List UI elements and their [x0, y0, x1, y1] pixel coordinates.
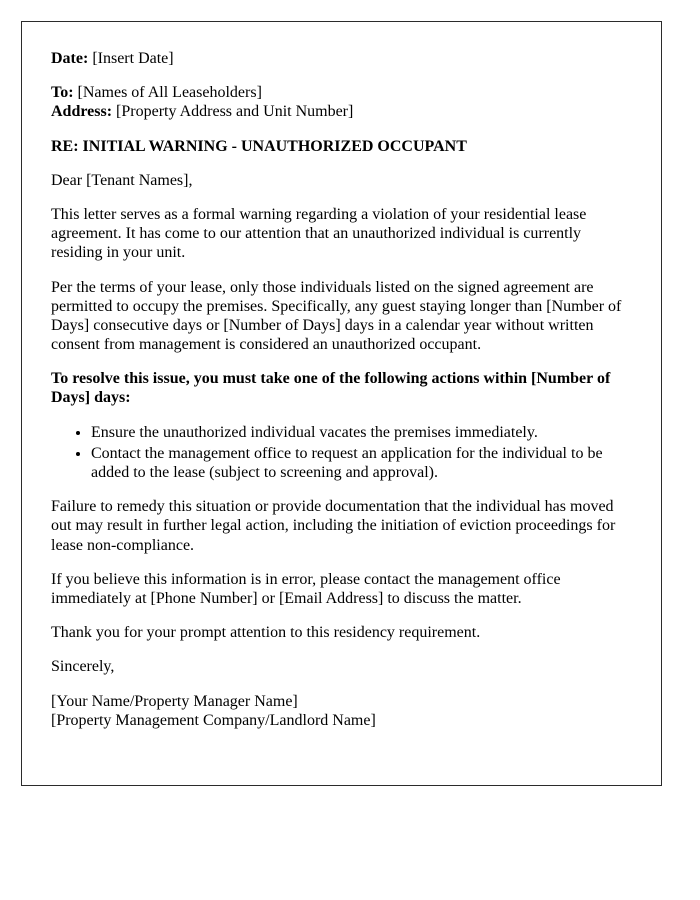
date-value: [Insert Date]	[88, 50, 174, 67]
to-line	[51, 83, 632, 102]
address-label: Address:	[51, 103, 113, 121]
paragraph-error-contact: If you believe this information is in error, please contact the management office immediately at [Phone Number] or [Email Address] to discuss the matter.	[51, 570, 561, 607]
paragraph-intro: This letter serves as a formal warning regarding a violation of your residential lease agreement. It has come to our attention that an unauthorized individual is currently residing in your unit.	[51, 205, 587, 262]
subject-line: RE: INITIAL WARNING - UNAUTHORIZED OCCUPANT	[51, 137, 467, 155]
to-label: To:	[51, 84, 74, 102]
date-line	[51, 49, 632, 68]
paragraph-thanks: Thank you for your prompt attention to this residency requirement.	[51, 624, 481, 642]
closing: Sincerely,	[51, 658, 115, 676]
paragraph-lease-terms: Per the terms of your lease, only those individuals listed on the signed agreement are permitted to occupy the premises. Specifically, any guest staying longer than [Number of Days] consecutive days or [Number of Days] days in a calendar year without written consent from management is considered an unauthorized occupant.	[51, 278, 622, 354]
action-item-vacate: • Ensure the unauthorized individual vacates the premises immediately.	[91, 423, 632, 442]
actions-heading: To resolve this issue, you must take one of the following actions within [Number of Days] days:	[51, 370, 611, 407]
signature-company-line: [Property Management Company/Landlord Name]	[51, 711, 376, 729]
paragraph-failure-consequences: Failure to remedy this situation or provide documentation that the individual has moved out may result in further legal action, including the initiation of eviction proceedings for lease non-compliance.	[51, 498, 616, 554]
address-line	[51, 102, 632, 121]
recipient-block	[51, 83, 632, 121]
action-list	[51, 423, 632, 483]
to-value: [Names of All Leaseholders]	[73, 84, 262, 102]
letter-border-frame	[21, 21, 662, 786]
date-label: Date:	[51, 50, 89, 67]
signature-name-line: [Your Name/Property Manager Name]	[51, 692, 298, 710]
salutation: Dear [Tenant Names],	[51, 171, 193, 189]
address-value: [Property Address and Unit Number]	[112, 103, 354, 121]
signature-block	[51, 692, 632, 730]
action-item-apply: • Contact the management office to request an application for the individual to be added to the lease (subject to screening and approval).	[91, 444, 632, 482]
